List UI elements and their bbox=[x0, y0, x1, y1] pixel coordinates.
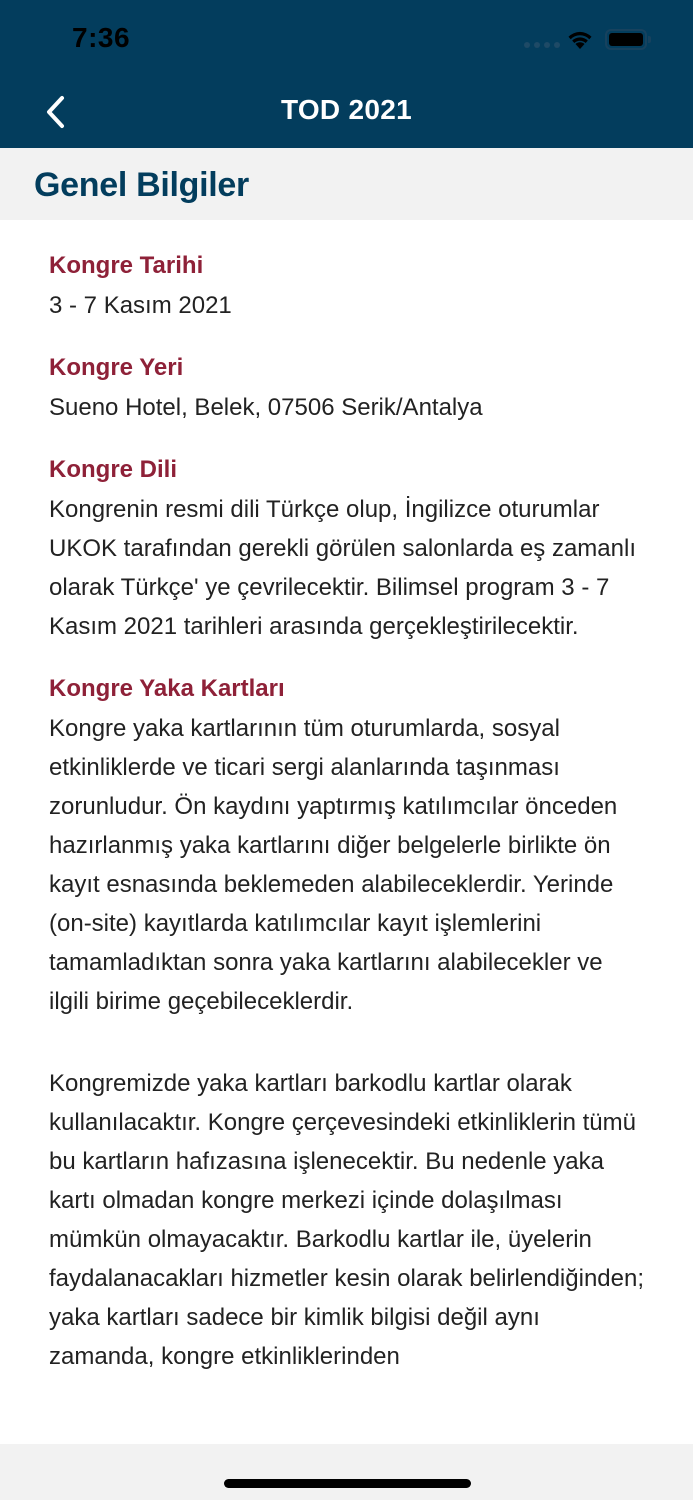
info-item-venue bbox=[49, 352, 649, 427]
battery-icon bbox=[605, 29, 647, 50]
nav-title: TOD 2021 bbox=[280, 94, 413, 125]
wifi-icon bbox=[566, 28, 594, 50]
info-text-continued: Kongremizde yaka kartları barkodlu kartlar olarak kullanılacaktır. Kongre çerçevesindeki etkinliklerin tümü bu kartların hafızasına işlenecektir. Bu nedenle yaka kartı olmadan kongre merkezi içinde dolaşılması mümkün olmayacaktır. Barkodlu kartlar ile, üyelerin faydalanacakları hizmetler kesin olarak belirlendiğinden; yaka kartları sadece bir kimlik bilgisi değil aynı zamanda, kongre etkinliklerinden bbox=[49, 1070, 644, 1370]
info-text: Kongrenin resmi dili Türkçe olup, İngilizce oturumlar UKOK tarafından gerekli görülen salonlarda eş zamanlı olarak Türkçe' ye çevrilecektir. Bilimsel program 3 - 7 Kasım 2021 tarihleri arasında gerçekleştirilecektir. bbox=[49, 496, 636, 640]
status-time: 7:36 bbox=[72, 22, 131, 53]
info-text: Kongre yaka kartlarının tüm oturumlarda, sosyal etkinliklerde ve ticari sergi alanlarında taşınması zorunludur. Ön kaydını yaptırmış katılımcılar önceden hazırlanmış yaka kartlarını diğer belgelerle birlikte ön kayıt esnasında beklemeden alabileceklerdir. Yerinde (on-site) kayıtlarda katılımcılar kayıt işlemlerini tamamladıktan sonra yaka kartlarını alabilecekler ve ilgili birime geçebileceklerdir. bbox=[49, 715, 618, 1015]
home-indicator[interactable] bbox=[224, 1479, 471, 1488]
bottom-safe-area bbox=[0, 1444, 693, 1500]
info-item-language bbox=[49, 454, 649, 646]
battery-nub bbox=[648, 36, 651, 43]
info-content bbox=[49, 250, 649, 1403]
info-label: Kongre Tarihi bbox=[49, 252, 204, 279]
info-label: Kongre Yeri bbox=[49, 354, 184, 381]
info-item-badges bbox=[49, 673, 649, 1376]
info-label: Kongre Yaka Kartları bbox=[49, 675, 285, 702]
info-text: Sueno Hotel, Belek, 07506 Serik/Antalya bbox=[49, 394, 483, 421]
paragraph-gap bbox=[49, 1021, 649, 1060]
info-item-date bbox=[49, 250, 649, 325]
cellular-signal-icon bbox=[524, 42, 560, 48]
section-title: Genel Bilgiler bbox=[34, 166, 249, 204]
info-text: 3 - 7 Kasım 2021 bbox=[49, 292, 232, 319]
info-label: Kongre Dili bbox=[49, 456, 178, 483]
